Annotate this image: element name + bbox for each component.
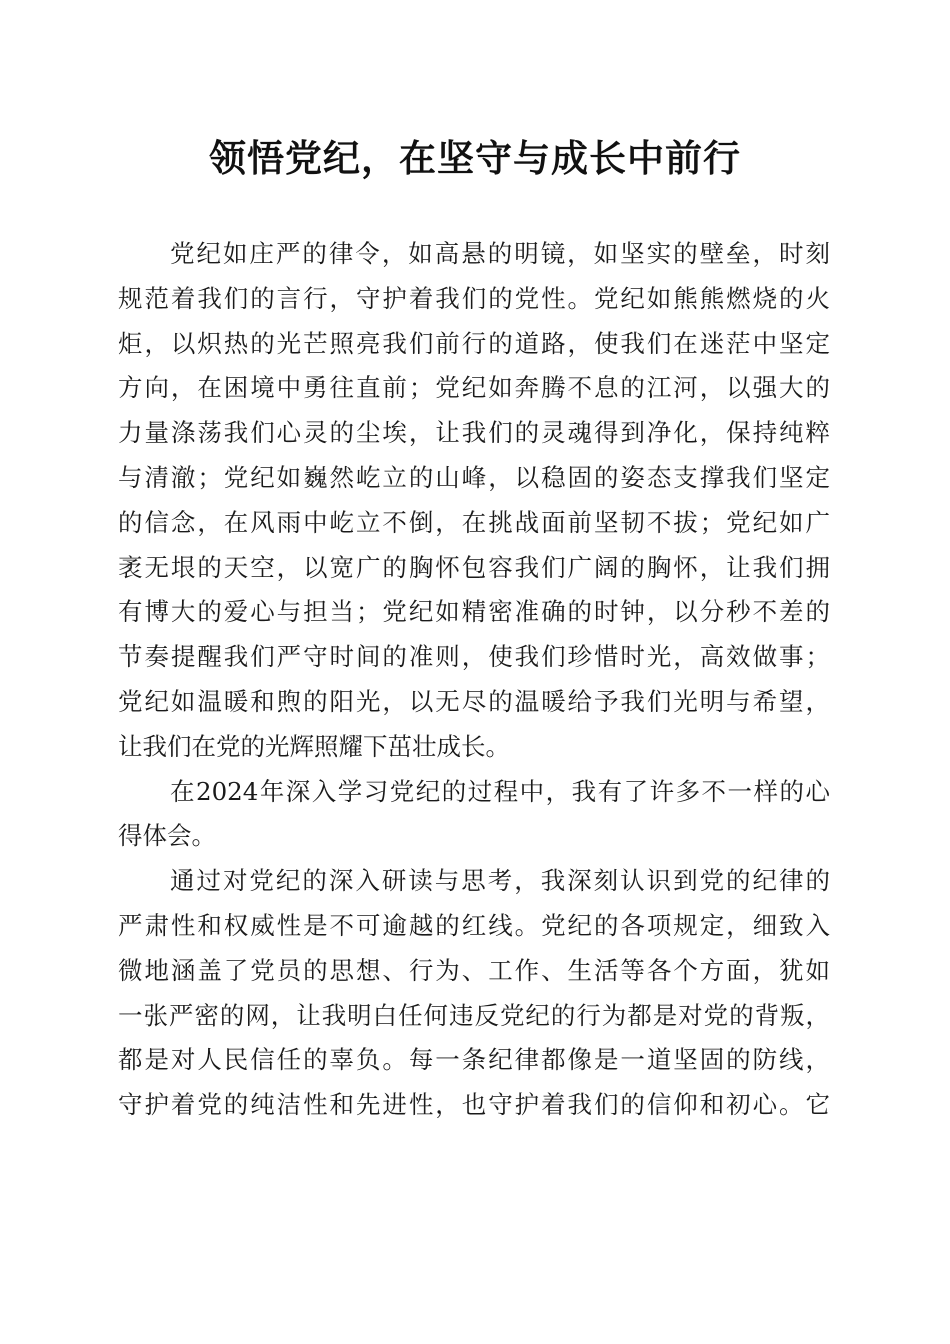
paragraph-line: 炬，以炽热的光芒照亮我们前行的道路，使我们在迷茫中坚定 <box>118 328 830 358</box>
paragraph-line: 规范着我们的言行，守护着我们的党性。党纪如熊熊燃烧的火 <box>118 283 830 313</box>
paragraph-line: 力量涤荡我们心灵的尘埃，让我们的灵魂得到净化，保持纯粹 <box>118 418 830 448</box>
paragraph-line: 得体会。 <box>118 821 216 851</box>
paragraph-line: 方向，在困境中勇往直前；党纪如奔腾不息的江河，以强大的 <box>118 373 830 403</box>
paragraph-line: 一张严密的网，让我明白任何违反党纪的行为都是对党的背叛， <box>118 1000 830 1030</box>
paragraph-line: 党纪如庄严的律令，如高悬的明镜，如坚实的壁垒，时刻 <box>170 239 830 268</box>
paragraph-line: 有博大的爱心与担当；党纪如精密准确的时钟，以分秒不差的 <box>118 597 830 627</box>
paragraph-line: 党纪如温暖和煦的阳光，以无尽的温暖给予我们光明与希望， <box>118 686 830 716</box>
paragraph-line: 节奏提醒我们严守时间的准则，使我们珍惜时光，高效做事； <box>118 642 830 672</box>
document-body <box>118 232 830 1128</box>
paragraph-line: 严肃性和权威性是不可逾越的红线。党纪的各项规定，细致入 <box>118 910 830 940</box>
paragraph-line: 守护着党的纯洁性和先进性，也守护着我们的信仰和初心。它 <box>118 1090 830 1120</box>
paragraph-line: 在2024年深入学习党纪的过程中，我有了许多不一样的心 <box>170 776 830 806</box>
paragraph-line: 让我们在党的光辉照耀下茁壮成长。 <box>118 731 510 761</box>
paragraph-line: 与清澈；党纪如巍然屹立的山峰，以稳固的姿态支撑我们坚定 <box>118 462 830 492</box>
paragraph-line: 微地涵盖了党员的思想、行为、工作、生活等各个方面，犹如 <box>118 955 830 985</box>
paragraph-line: 的信念，在风雨中屹立不倒，在挑战面前坚韧不拔；党纪如广 <box>118 507 830 537</box>
paragraph-line: 通过对党纪的深入研读与思考，我深刻认识到党的纪律的 <box>170 866 830 896</box>
paragraph-line: 都是对人民信任的辜负。每一条纪律都像是一道坚固的防线， <box>118 1045 830 1075</box>
paragraph-line: 袤无垠的天空，以宽广的胸怀包容我们广阔的胸怀，让我们拥 <box>118 552 830 582</box>
document-title: 领悟党纪，在坚守与成长中前行 <box>209 136 741 180</box>
